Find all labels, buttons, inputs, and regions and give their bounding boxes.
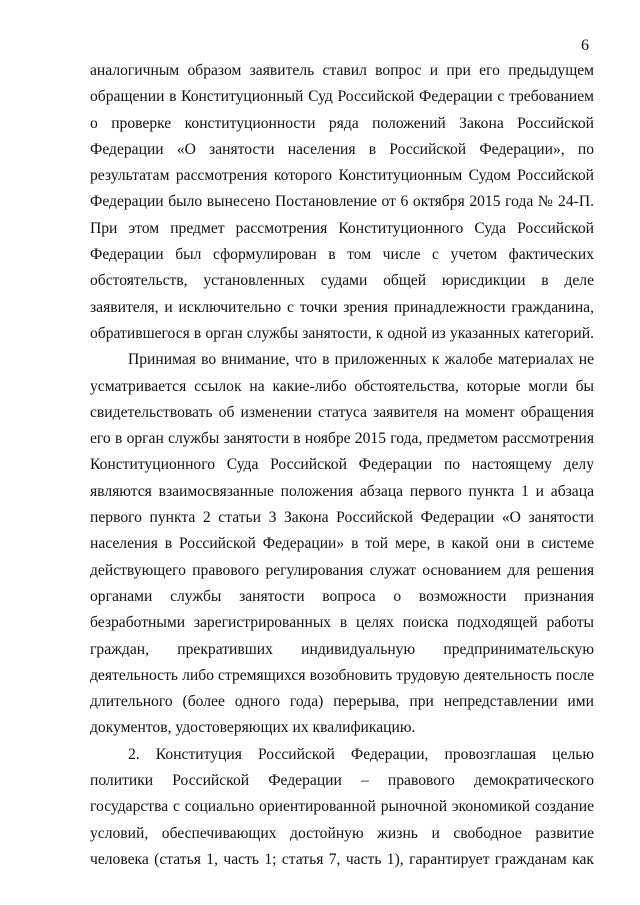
text-line: При этом предмет рассмотрения Конституционного Суда Российской bbox=[90, 219, 594, 237]
text-line: политики Российской Федерации – правового демократического bbox=[90, 772, 594, 790]
text-line: Федерации был сформулирован в том числе с учетом фактических bbox=[90, 246, 594, 264]
text-line: заявителя, и исключительно с точки зрения принадлежности гражданина, bbox=[90, 298, 594, 316]
text-line: 2. Конституция Российской Федерации, провозглашая целью bbox=[128, 745, 594, 763]
text-line: свидетельствовать об изменении статуса заявителя на момент обращения bbox=[90, 403, 594, 421]
text-line: безработными зарегистрированных в целях поиска подходящей работы bbox=[90, 614, 594, 632]
text-line: обстоятельств, установленных судами общей юрисдикции в деле bbox=[90, 272, 594, 290]
text-line: Федерации было вынесено Постановление от 6 октября 2015 года № 24-П. bbox=[90, 193, 594, 211]
text-line: государства с социально ориентированной рыночной экономикой создание bbox=[90, 798, 594, 816]
text-line: документов, удостоверяющих их квалификацию. bbox=[90, 719, 416, 737]
document-body bbox=[90, 58, 594, 873]
text-line: являются взаимосвязанные положения абзаца первого пункта 1 и абзаца bbox=[90, 482, 594, 500]
text-line: Федерации «О занятости населения в Российской Федерации», по bbox=[90, 140, 594, 158]
text-line: обратившегося в орган службы занятости, к одной из указанных категорий. bbox=[90, 324, 594, 342]
text-line: первого пункта 2 статьи 3 Закона Российской Федерации «О занятости bbox=[90, 509, 594, 527]
text-line: усматривается ссылок на какие-либо обстоятельства, которые могли бы bbox=[90, 377, 594, 395]
text-line: деятельность либо стремящихся возобновить трудовую деятельность после bbox=[90, 666, 594, 684]
text-line: органами службы занятости вопроса о возможности признания bbox=[90, 587, 594, 605]
page-number: 6 bbox=[581, 37, 589, 54]
paragraph bbox=[90, 58, 594, 347]
text-line: Конституционного Суда Российской Федерации по настоящему делу bbox=[90, 456, 594, 474]
text-line: о проверке конституционности ряда положений Закона Российской bbox=[90, 114, 594, 132]
text-line: обращении в Конституционный Суд Российской Федерации с требованием bbox=[90, 88, 594, 106]
text-line: населения в Российской Федерации» в той мере, в какой они в системе bbox=[90, 535, 594, 553]
text-line: граждан, прекративших индивидуальную предпринимательскую bbox=[90, 640, 594, 658]
paragraph bbox=[90, 742, 594, 873]
text-line: действующего правового регулирования служат основанием для решения bbox=[90, 561, 594, 579]
text-line: его в орган службы занятости в ноябре 2015 года, предметом рассмотрения bbox=[90, 430, 594, 448]
text-line: результатам рассмотрения которого Конституционным Судом Российской bbox=[90, 167, 594, 185]
text-line: аналогичным образом заявитель ставил вопрос и при его предыдущем bbox=[90, 62, 594, 79]
paragraph bbox=[90, 347, 594, 741]
text-line: длительного (более одного года) перерыва, при непредставлении ими bbox=[90, 693, 594, 711]
text-line: Принимая во внимание, что в приложенных к жалобе материалах не bbox=[128, 351, 594, 369]
text-line: условий, обеспечивающих достойную жизнь и свободное развитие bbox=[90, 824, 594, 842]
text-line: человека (статья 1, часть 1; статья 7, часть 1), гарантирует гражданам как bbox=[90, 850, 594, 868]
